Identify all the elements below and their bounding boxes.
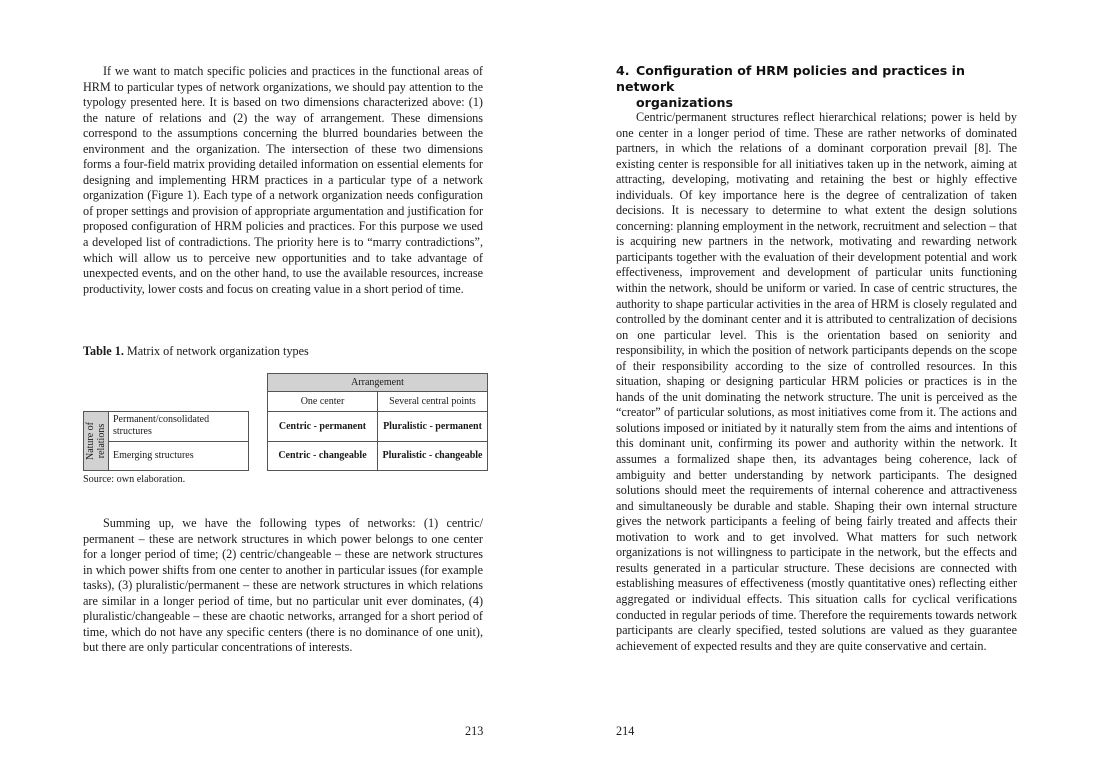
section-title-line-2: organizations	[636, 95, 733, 110]
table-caption-label: Table 1.	[83, 344, 124, 358]
row-header-permanent: Permanent/consolidated structures	[109, 412, 249, 442]
table-caption-text: Matrix of network organization types	[123, 344, 309, 358]
section-heading	[616, 63, 1016, 111]
left-paragraph-2: Summing up, we have the following types of networks: (1) centric/ permanent – these are network structures in which power belongs to one center for a longer period of time; (2) centric/changeable – these are network structures in which power shifts from one center to another in particular issues (for example tasks), (3) pluralistic/permanent – these are network structures in which relations are similar in a longer period of time, but no particular unit ever dominates, (4) pluralistic/changeable – these are chaotic networks, arranged for a short period of time, which do not have any specific centers (there is no dominance of one unit), but there are only particular concentrations of interests.	[83, 516, 483, 655]
column-header-one-center: One center	[268, 392, 378, 412]
section-number: 4.	[616, 63, 630, 78]
left-paragraph-1: If we want to match specific policies and practices in the functional areas of HRM to particular types of network organizations, we should pay attention to the typology presented here. It is based on two dimensions characterized above: (1) the nature of relations and (2) the way of arrangement. These dimensions correspond to the assumptions concerning the blurred boundaries between the environment and the organization. The intersection of these two dimensions forms a four-field matrix providing detailed information on essential elements for designing and implementing HRM practices in a particular type of a network organization (Figure 1). Each type of a network organization needs configuration of proper settings and provision of appropriate argumentation and justification for proposed configuration of HRM policies and practices. For this purpose we used a developed list of contradictions. The priority here is to “marry contradictions”, which will allow us to perceive new opportunities and to take advantage of unexpected events, and on the other hand, to use the available resources, increase productivity, lower costs and focus on creating value in a short period of time.	[83, 64, 483, 296]
right-page	[550, 0, 1100, 783]
section-title-line-1: Configuration of HRM policies and practices in network	[616, 63, 965, 94]
table-source: Source: own elaboration.	[83, 474, 186, 485]
cell-pluralistic-permanent: Pluralistic - permanent	[378, 412, 488, 442]
network-types-matrix	[83, 373, 488, 471]
table-caption	[83, 344, 309, 359]
page-number-left: 213	[465, 724, 484, 738]
cell-pluralistic-changeable: Pluralistic - changeable	[378, 441, 488, 471]
page-number-right: 214	[616, 724, 635, 738]
right-paragraph-1: Centric/permanent structures reflect hierarchical relations; power is held by one center in a longer period of time. These are rather networks of dominated partners, in which the relations of a dominant corporation prevail [8]. The existing center is responsible for all initiatives taken up in the network, aiming at attracting, developing, motivating and retaining the best or highly effective individuals. Of key importance here is the degree of centralization of taken decisions. It is necessary to determine to what extent the design solutions concerning: planning employment in the network, recruitment and selection – that is acquiring new partners in the network, motivating and rewarding network participants together with the evaluation of their development potential and work effectiveness, improvement and development of particular units functioning within the network, should be uniform or varied. In case of centric structures, the authority to shape particular activities in the area of HRM is closely regulated and controlled by the dominant center and it is attributed to centralization of decisions on one particular level. This is the orientation based on seniority and responsibility, in which the position of network participants depends on the scope of their responsibility according to the size of controlled resources. In this situation, shaping or designing particular HRM policies or practices is in the hands of the unit dominating the network structure. The unit is perceived as the “creator” of particular solutions, as most initiatives come from it. The actions and solutions imposed or initiated by it naturally stem from the aims and intentions of this dominant unit, confirming its power and authority within the network. It assumes a formalized shape then, its advantages being coherence, lack of ambiguity and better understanding by network participants. The designed solutions should meet the requirements of internal coherence and attractiveness and simultaneously be durable and stable. Shaping their own internal structure gives the network participants a feeling of being fairly treated and affects their motivation to work and to get involved. What matters for such network organizations is not willingness to participate in the network, but the effects and results generated in a particular structure. These decisions are connected with establishing measures of effectiveness (mostly quantitative ones) reflecting either aggregated or individual effects. This situation calls for cyclical verifications conducted in regular periods of time. Therefore the requirements towards network participants are clearly specified, tested solutions are valued as they guarantee achievement of expected results and they are quite conservative and certain.	[616, 110, 1017, 653]
column-header-several-central-points: Several central points	[378, 392, 488, 412]
row-axis-label-text: Nature of relations	[85, 421, 107, 461]
row-axis-label	[84, 412, 109, 471]
arrangement-header: Arrangement	[268, 374, 488, 392]
row-header-emerging: Emerging structures	[109, 441, 249, 471]
cell-centric-changeable: Centric - changeable	[268, 441, 378, 471]
cell-centric-permanent: Centric - permanent	[268, 412, 378, 442]
